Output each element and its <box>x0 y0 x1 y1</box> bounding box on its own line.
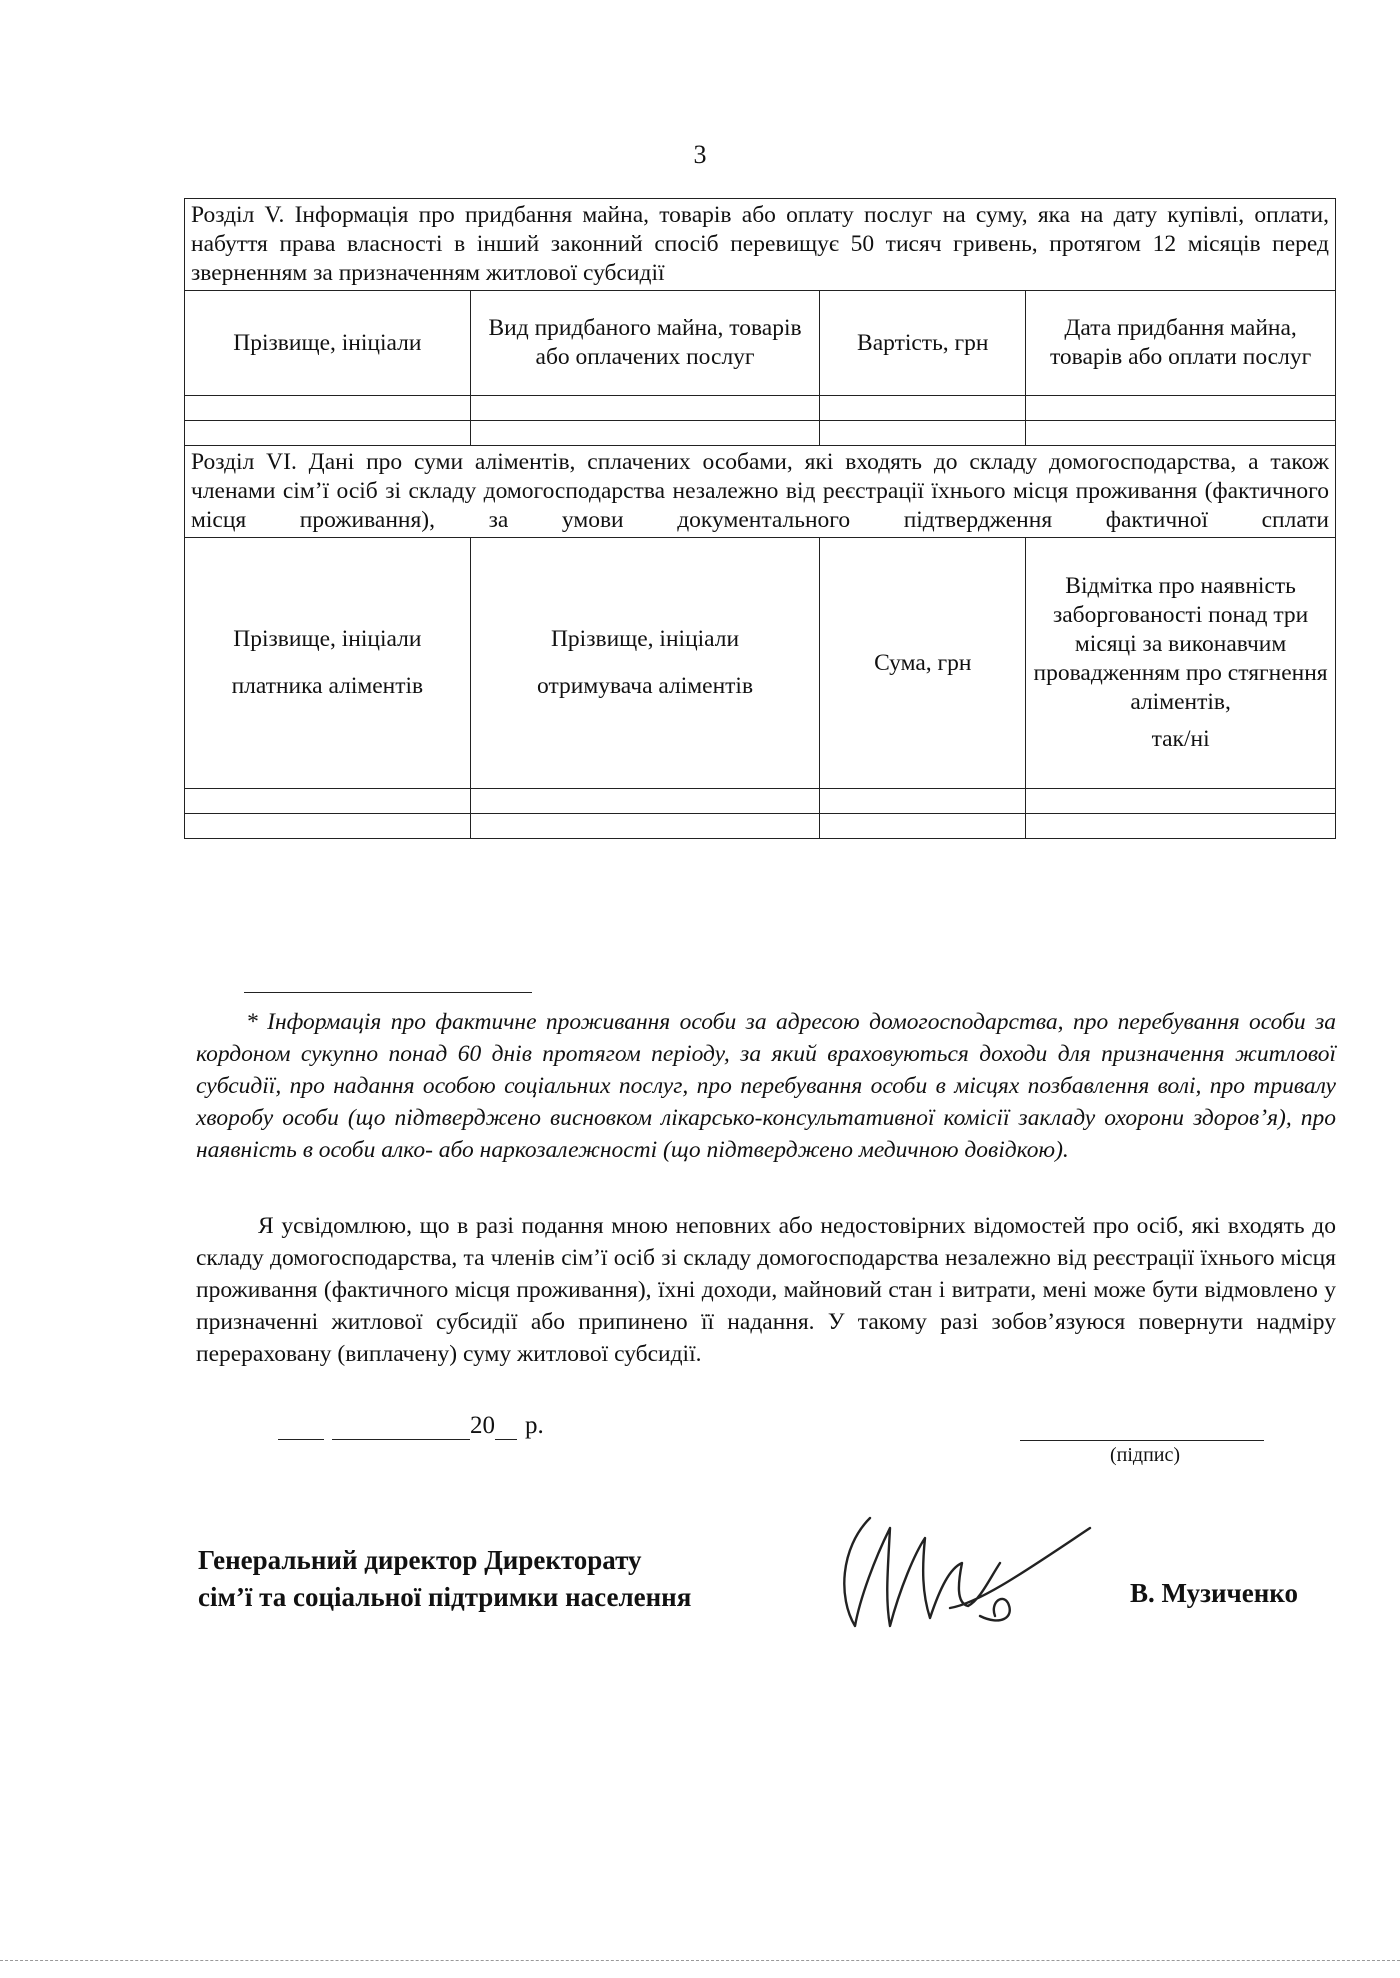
s6-col-recipient-line1: Прізвище, ініціали <box>550 626 740 652</box>
empty-cell[interactable] <box>185 396 471 421</box>
s6-col-payer <box>185 538 471 789</box>
section-6-header-row <box>185 538 1336 789</box>
s5-col-item: Вид придбаного майна, товарів або оплачених послуг <box>470 291 820 396</box>
footnote: * Інформація про фактичне проживання особи за адресою домогосподарства, про перебування особи за кордоном сукупно понад 60 днів протягом періоду, за який враховуються доходи для призначення житлової субсидії, про надання особою соціальних послуг, про перебування особи в місцях позбавлення волі, про тривалу хворобу особи (що підтверджено висновком лікарсько-консультативної комісії закладу охорони здоров’я), про наявність в особи алко- або наркозалежності (що підтверджено медичною довідкою). <box>196 1009 1336 1163</box>
s6-col-debt-yes-no: так/ні <box>1151 726 1210 752</box>
signature-line[interactable] <box>1020 1440 1264 1441</box>
s6-col-debt <box>1026 538 1336 789</box>
table-row <box>185 789 1336 814</box>
director-name: В. Музиченко <box>1130 1578 1299 1608</box>
empty-cell[interactable] <box>185 814 471 839</box>
empty-cell[interactable] <box>470 421 820 446</box>
director-title <box>198 1542 691 1616</box>
s5-col-name: Прізвище, ініціали <box>185 291 471 396</box>
declaration-text: Я усвідомлюю, що в разі подання мною неповних або недостовірних відомостей про осіб, які входять до складу домогосподарства, та членів сім’ї осіб зі складу домогосподарства незалежно від реєстрації їхнього місця проживання (фактичного місця проживання), їхні доходи, майновий стан і витрати, мені може бути відмовлено у призначенні житлової субсидії або припинено її надання. У такому разі зобов’язуюся повернути надміру перераховану (виплачену) суму житлової субсидії. <box>196 1213 1336 1367</box>
s6-col-amount: Сума, грн <box>820 538 1026 789</box>
empty-cell[interactable] <box>185 421 471 446</box>
section-5-heading: Розділ V. Інформація про придбання майна, товарів або оплату послуг на суму, яка на дату купівлі, оплати, набуття права власності в інший законний спосіб перевищує 50 тисяч гривень, протягом 12 місяців перед зверненням за призначенням житлової субсидії <box>185 199 1336 291</box>
director-title-line1: Генеральний директор Директорату <box>198 1545 642 1575</box>
section-5-heading-row <box>185 199 1336 291</box>
section-6-heading-row <box>185 446 1336 538</box>
empty-cell[interactable] <box>820 421 1026 446</box>
empty-cell[interactable] <box>1026 789 1336 814</box>
s6-col-payer-line1: Прізвище, ініціали <box>233 626 422 652</box>
table-row <box>185 421 1336 446</box>
empty-cell[interactable] <box>1026 814 1336 839</box>
s6-col-payer-line2: платника аліментів <box>231 673 424 699</box>
empty-cell[interactable] <box>470 396 820 421</box>
section-5-header-row <box>185 291 1336 396</box>
s6-col-recipient <box>470 538 820 789</box>
empty-cell[interactable] <box>1026 421 1336 446</box>
s6-col-debt-text: Відмітка про наявність заборгованості понад три місяці за виконавчим провадженням про стягнення аліментів, <box>1033 573 1328 715</box>
s5-col-date: Дата придбання майна, товарів або оплати послуг <box>1026 291 1336 396</box>
empty-cell[interactable] <box>820 396 1026 421</box>
date-line <box>278 1412 544 1440</box>
empty-cell[interactable] <box>470 789 820 814</box>
date-day-blank[interactable] <box>278 1415 324 1440</box>
signature-caption: (підпис) <box>1110 1444 1181 1466</box>
empty-cell[interactable] <box>470 814 820 839</box>
footnote-divider <box>244 992 532 993</box>
date-suffix: р. <box>525 1412 544 1439</box>
empty-cell[interactable] <box>1026 396 1336 421</box>
s6-col-recipient-line2: отримувача аліментів <box>537 673 754 699</box>
page-number: 3 <box>693 140 707 169</box>
date-year-prefix: 20 <box>470 1412 495 1439</box>
section-6-heading: Розділ VI. Дані про суми аліментів, сплачених особами, які входять до складу домогосподарства, а також членами сім’ї осіб зі складу домогосподарства незалежно від реєстрації їхнього місця проживання (фактичного місця проживання), за умови документального підтвердження фактичної сплати <box>185 446 1336 538</box>
empty-cell[interactable] <box>820 814 1026 839</box>
director-title-line2: сім’ї та соціальної підтримки населення <box>198 1582 692 1612</box>
scan-edge-line <box>0 1960 1400 1961</box>
date-month-blank[interactable] <box>332 1415 470 1440</box>
table-row <box>185 396 1336 421</box>
empty-cell[interactable] <box>185 789 471 814</box>
handwritten-signature-icon <box>830 1508 1130 1638</box>
table-row <box>185 814 1336 839</box>
date-year-blank[interactable] <box>495 1415 517 1440</box>
empty-cell[interactable] <box>820 789 1026 814</box>
form-table <box>184 198 1336 839</box>
s5-col-cost: Вартість, грн <box>820 291 1026 396</box>
